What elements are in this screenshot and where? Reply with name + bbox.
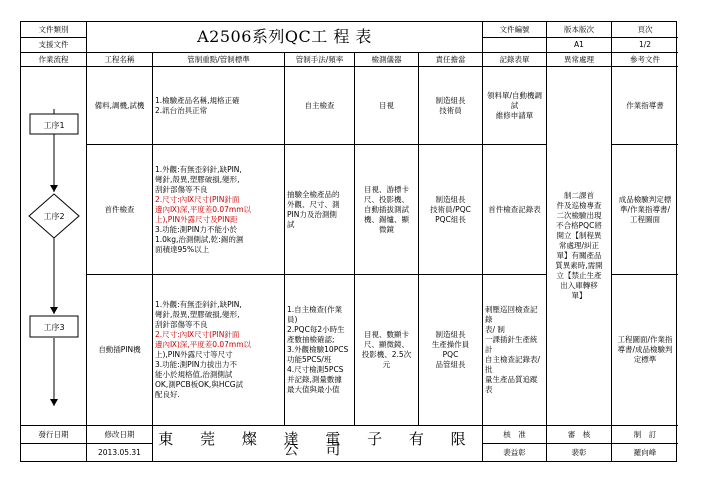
flow-step-2-label: 工序2 bbox=[43, 212, 65, 221]
col-header-abnormal: 異常處理 bbox=[547, 53, 612, 67]
row3-record: 刺壓巡回檢查記錄 表/ 制 一課插針生產統計 自主檢查記錄表/批 量生產品質追蹤表 bbox=[483, 275, 547, 426]
review-label: 審 核 bbox=[547, 426, 612, 444]
reviewer-name: 裴彰 bbox=[547, 444, 612, 462]
revision-date-value: 2013.05.31 bbox=[87, 444, 153, 462]
col-header-process: 工程名稱 bbox=[87, 53, 153, 67]
flow-arrow-1 bbox=[50, 185, 58, 192]
row2-instrument: 目視、游標卡 尺、投影機、 自動插拔測試 機、錫爐、顯 微鏡 bbox=[355, 145, 419, 275]
row1-reference: 作業指導書 bbox=[612, 67, 678, 145]
row3-instrument: 目視、數顯卡 尺、顯微鏡、 投影機、2.5次 元 bbox=[355, 275, 419, 426]
row1-record: 領料單/自動機調試 維修申請單 bbox=[483, 67, 547, 145]
col-header-record: 記錄表單 bbox=[483, 53, 547, 67]
page-label: 頁次 bbox=[612, 22, 678, 38]
row2-control-line-4: 2.尺寸:內Ⅸ尺寸(PIN針面 bbox=[155, 194, 240, 204]
version-label: 版本版次 bbox=[547, 22, 612, 38]
row2-control-line-7: 3.功能:測PIN力不能小於 bbox=[155, 224, 238, 234]
row1-process: 備料,調機,試機 bbox=[87, 67, 153, 145]
qc-process-table bbox=[20, 21, 677, 462]
approver-name: 裴益彰 bbox=[483, 444, 547, 462]
col-header-method: 管制手法/頻率 bbox=[285, 53, 355, 67]
row3-control-line-7: 3.功能:測PIN力拔出力不 bbox=[155, 360, 238, 369]
approve-label: 核 准 bbox=[483, 426, 547, 444]
row1-method: 自主檢查 bbox=[285, 67, 355, 145]
row3-control-line-10: 配良好. bbox=[155, 390, 180, 399]
flow-step-1-label: 工序1 bbox=[43, 121, 65, 130]
version-value: A1 bbox=[547, 38, 612, 53]
revision-date-label: 修改日期 bbox=[87, 426, 153, 444]
row2-control-line-9: 面積達95%以上 bbox=[155, 244, 210, 254]
row2-control-line-5: 邊內Ⅸ)深,平度差0.07mm以 bbox=[155, 204, 252, 214]
issue-date-label: 發行日期 bbox=[21, 426, 87, 444]
row2-control bbox=[153, 145, 285, 275]
page-title: A2506系列QC工 程 表 bbox=[87, 22, 483, 53]
row2-reference: 成品檢驗判定標 準/作業指導書/ 工程圖面 bbox=[612, 145, 678, 275]
preparer-name: 羅向峰 bbox=[633, 448, 657, 457]
row3-control-line-3: 刮針部傷等不良 bbox=[155, 320, 208, 329]
row3-owner: 制造組長 生產操作員 PQC 品管組長 bbox=[419, 275, 483, 426]
flow-arrow-2 bbox=[50, 307, 58, 314]
row2-control-line-3: 刮針部傷等不良 bbox=[155, 184, 208, 194]
row2-owner: 制造組長 技術員/PQC PQC組長 bbox=[419, 145, 483, 275]
row3-control bbox=[153, 275, 285, 426]
doc-no-label: 文件編號 bbox=[483, 22, 547, 38]
row1-owner: 制造組長 技術員 bbox=[419, 67, 483, 145]
row3-process: 自動插PIN機 bbox=[87, 275, 153, 426]
prepare-label: 制 訂 bbox=[612, 426, 678, 444]
row3-control-line-5: 邊內Ⅸ)深,平度差0.07mm以 bbox=[155, 340, 252, 349]
row2-control-line-1: 1.外觀:有無歪斜針,缺PIN, bbox=[155, 164, 242, 174]
row2-record: 首件檢查記錄表 bbox=[483, 145, 547, 275]
col-header-instrument: 檢測儀器 bbox=[355, 53, 419, 67]
row3-control-line-6: 上),PIN外露尺寸等尺寸 bbox=[155, 350, 233, 359]
abnormal-handling: 制二課首 件及巡檢專查 二次檢驗出現 不合格PQC將 開立【制程異 常處理/糾正 單】有關產品 質異素時,需開 立【禁止生產 出入庫轉移 單】 bbox=[547, 67, 612, 426]
flow-step-3-label: 工序3 bbox=[43, 323, 65, 332]
row3-reference: 工程圖面/作業指 導書/成品檢驗判 定標準 bbox=[612, 275, 678, 426]
row2-control-line-2: 彎針,殼異,塑膠破損,變形, bbox=[155, 174, 240, 184]
row3-control-line-9: OK,測PCB板OK,與HCG試 bbox=[155, 380, 244, 389]
doc-category-value: 支援文件 bbox=[21, 38, 87, 53]
row3-control-line-8: 能小於規格值,治測側試 bbox=[155, 370, 233, 379]
row2-control-line-8: 1.0kg,治測側試,乾:錫的濕 bbox=[155, 234, 244, 244]
row3-control-line-1: 1.外觀:有無歪斜針,缺PIN, bbox=[155, 300, 242, 309]
row2-process: 首件檢查 bbox=[87, 145, 153, 275]
col-header-owner: 責任擔當 bbox=[419, 53, 483, 67]
row1-control-line-1: 1.檢驗產品名稱,規格正確 bbox=[155, 95, 240, 105]
doc-no-value bbox=[483, 38, 547, 53]
row2-method: 抽驗全檢產品的 外觀、尺寸、測 PIN力及治測側 試 bbox=[285, 145, 355, 275]
issue-date-value bbox=[21, 444, 87, 462]
page-value: 1/2 bbox=[612, 38, 678, 53]
row3-control-line-2: 彎針,殼異,塑膠破損,變形, bbox=[155, 310, 240, 319]
row1-control bbox=[153, 67, 285, 145]
col-header-flow: 作業流程 bbox=[21, 53, 87, 67]
row3-control-line-4: 2.尺寸:內Ⅸ尺寸(PIN針面 bbox=[155, 330, 240, 339]
col-header-control: 管制重點/管制標準 bbox=[153, 53, 285, 67]
flow-arrow-3 bbox=[50, 399, 58, 406]
row2-control-line-6: 上),PIN外露尺寸及PIN距 bbox=[155, 214, 238, 224]
doc-category-label: 文件類別 bbox=[21, 22, 87, 38]
row1-instrument: 目視 bbox=[355, 67, 419, 145]
row1-control-line-2: 2.訊台治具正常 bbox=[155, 105, 208, 115]
col-header-reference: 參考文件 bbox=[612, 53, 678, 67]
row3-method: 1.自主檢查(作業 員) 2.PQC每2小時生 產數抽檢確認; 3.外觀檢驗10PCS 功能5PCS/班 4.尺寸檢測5PCS 并記錄,測量數據 最大值與最小值 bbox=[285, 275, 355, 426]
flowchart bbox=[21, 67, 87, 409]
company-name: 東 莞 燦 達 電 子 有 限 公 司 bbox=[153, 426, 483, 462]
